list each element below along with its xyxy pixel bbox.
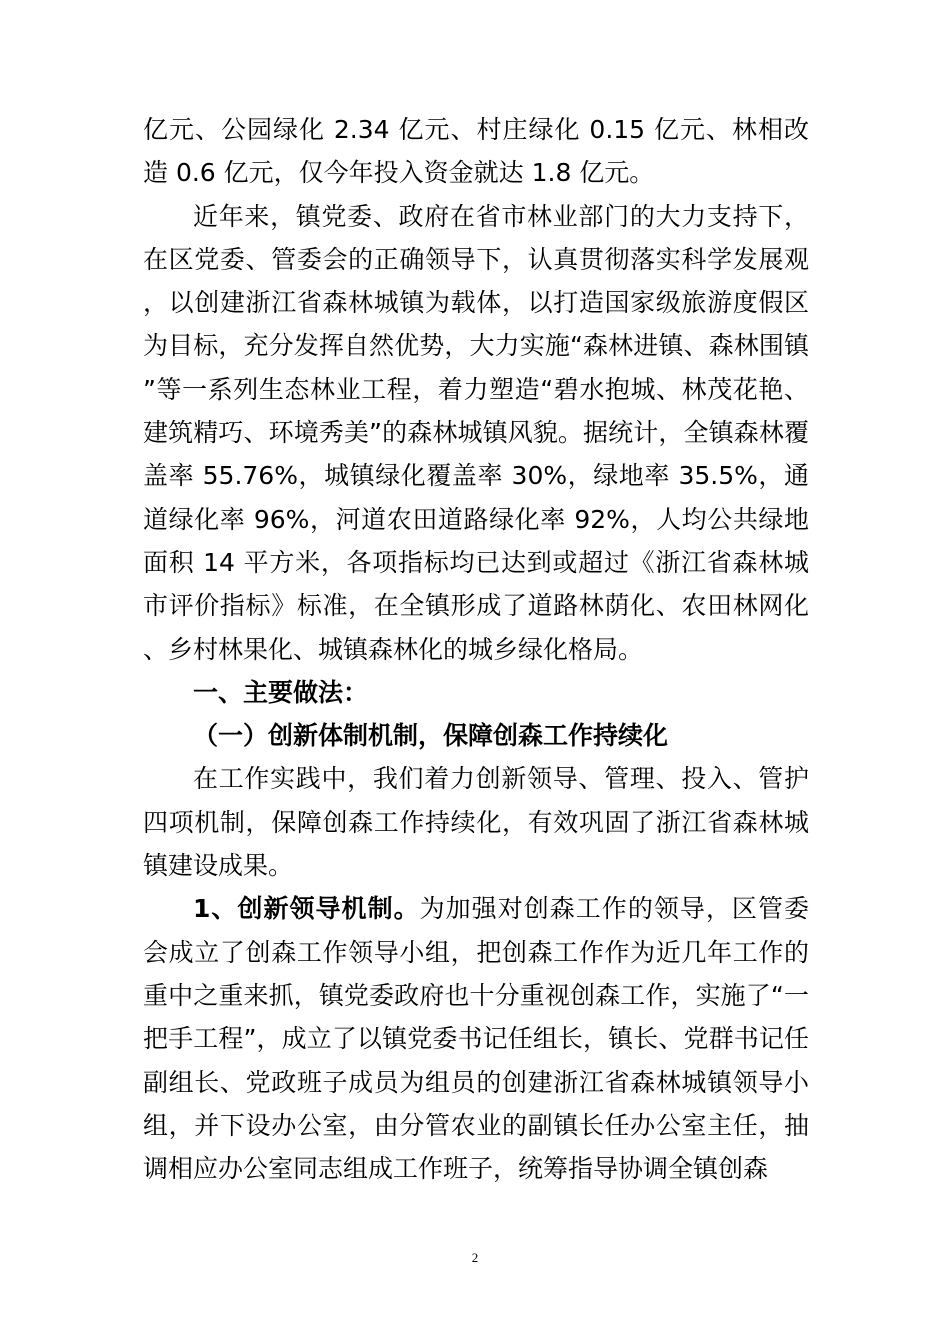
paragraph-leadership-mechanism (143, 887, 809, 1190)
subsection-heading-mechanism: （一）创新体制机制，保障创森工作持续化 (193, 721, 669, 751)
section-heading-main-measures: 一、主要做法： (193, 677, 369, 707)
paragraph-mechanism-intro: 在工作实践中，我们着力创新领导、管理、投入、管护四项机制，保障创森工作持续化，有效巩固了浙江省森林城镇建设成果。 (143, 764, 809, 881)
document-body (143, 108, 809, 1190)
page-number: 2 (471, 1250, 479, 1265)
paragraph-investment: 亿元、公园绿化 2.34 亿元、村庄绿化 0.15 亿元、林相改造 0.6 亿元，仅今年投入资金就达 1.8 亿元。 (143, 115, 809, 188)
paragraph-overview: 近年来，镇党委、政府在省市林业部门的大力支持下，在区党委、管委会的正确领导下，认真贯彻落实科学发展观，以创建浙江省森林城镇为载体，以打造国家级旅游度假区为目标，充分发挥自然优势，大力实施“森林进镇、森林围镇”等一系列生态林业工程，着力塑造“碧水抱城、林茂花艳、建筑精巧、环境秀美”的森林城镇风貌。据统计，全镇森林覆盖率 55.76%，城镇绿化覆盖率 30%，绿地率 35.5%，通道绿化率 96%，河道农田道路绿化率 92%，人均公共绿地面积 14 平方米，各项指标均已达到或超过《浙江省森林城市评价指标》标准，在全镇形成了道路林荫化、农田林网化、乡村林果化、城镇森林化的城乡绿化格局。 (143, 201, 809, 664)
paragraph-lead-body: 为加强对创森工作的领导，区管委会成立了创森工作领导小组，把创森工作作为近几年工作的重中之重来抓，镇党委政府也十分重视创森工作，实施了“一把手工程”，成立了以镇党委书记任组长，镇长、党群书记任副组长、党政班子成员为组员的创建浙江省森林城镇领导小组，并下设办公室，由分管农业的副镇长任办公室主任，抽调相应办公室同志组成工作班子，统筹指导协调全镇创森 (143, 894, 809, 1184)
paragraph-lead-title: 1、创新领导机制。 (193, 894, 420, 924)
